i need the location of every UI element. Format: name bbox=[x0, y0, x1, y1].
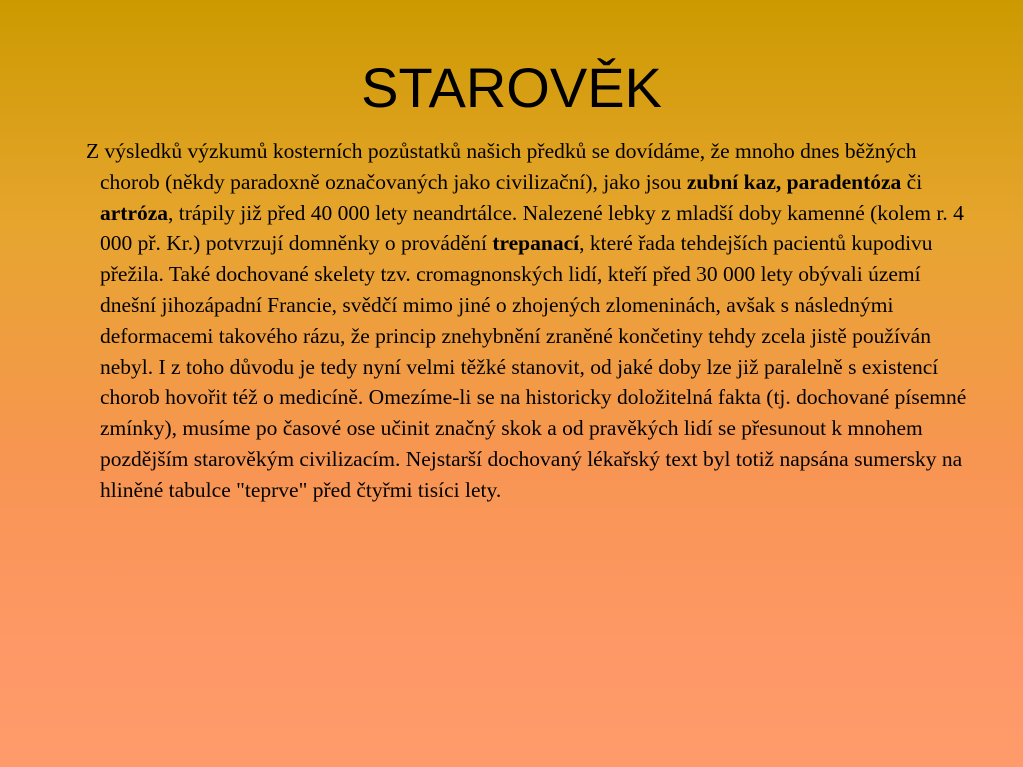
slide-title: STAROVĚK bbox=[361, 56, 662, 119]
slide-body-paragraph bbox=[86, 136, 980, 506]
bold-term-trepanation: trepanací bbox=[492, 231, 580, 256]
bold-term-dental-diseases: zubní kaz, paradentóza bbox=[686, 169, 902, 194]
bold-term-arthrosis: artróza bbox=[100, 200, 169, 225]
body-text-segment-1: Z výsledků výzkumů kosterních pozůstatků našich předků se dovídáme, že mnoho dnes běžných chorob (někdy paradoxně označovaných jako civilizační), jako jsou bbox=[86, 139, 917, 194]
body-text-segment-4: , které řada tehdejších pacientů kupodivu přežila. Také dochované skelety tzv. cromagnonských lidí, kteří před 30 000 lety obývali území dnešní jihozápadní Francie, svědčí mimo jiné o zhojených zlomeninách, avšak s následnými deformacemi takového rázu, že princip znehybnění zraněné končetiny tehdy zcela jistě používán nebyl. I z toho důvodu je tedy nyní velmi těžké stanovit, od jaké doby lze již paralelně s existencí chorob hovořit též o medicíně. Omezíme-li se na historicky doložitelná fakta (tj. dochované písemné zmínky), musíme po časové ose učinit značný skok a od pravěkých lidí se přesunout k mnohem pozdějším starověkým civilizacím. Nejstarší dochovaný lékařský text byl totiž napsána sumersky na hliněné tabulce "teprve" před čtyřmi tisíci lety. bbox=[100, 231, 967, 502]
body-text-segment-2: či bbox=[901, 169, 923, 194]
body-text-segment-3: , trápily již před 40 000 lety neandrtálce. Nalezené lebky z mladší doby kamenné (kolem r. 4 000 př. Kr.) potvrzují domněnky o provádění bbox=[100, 200, 964, 256]
